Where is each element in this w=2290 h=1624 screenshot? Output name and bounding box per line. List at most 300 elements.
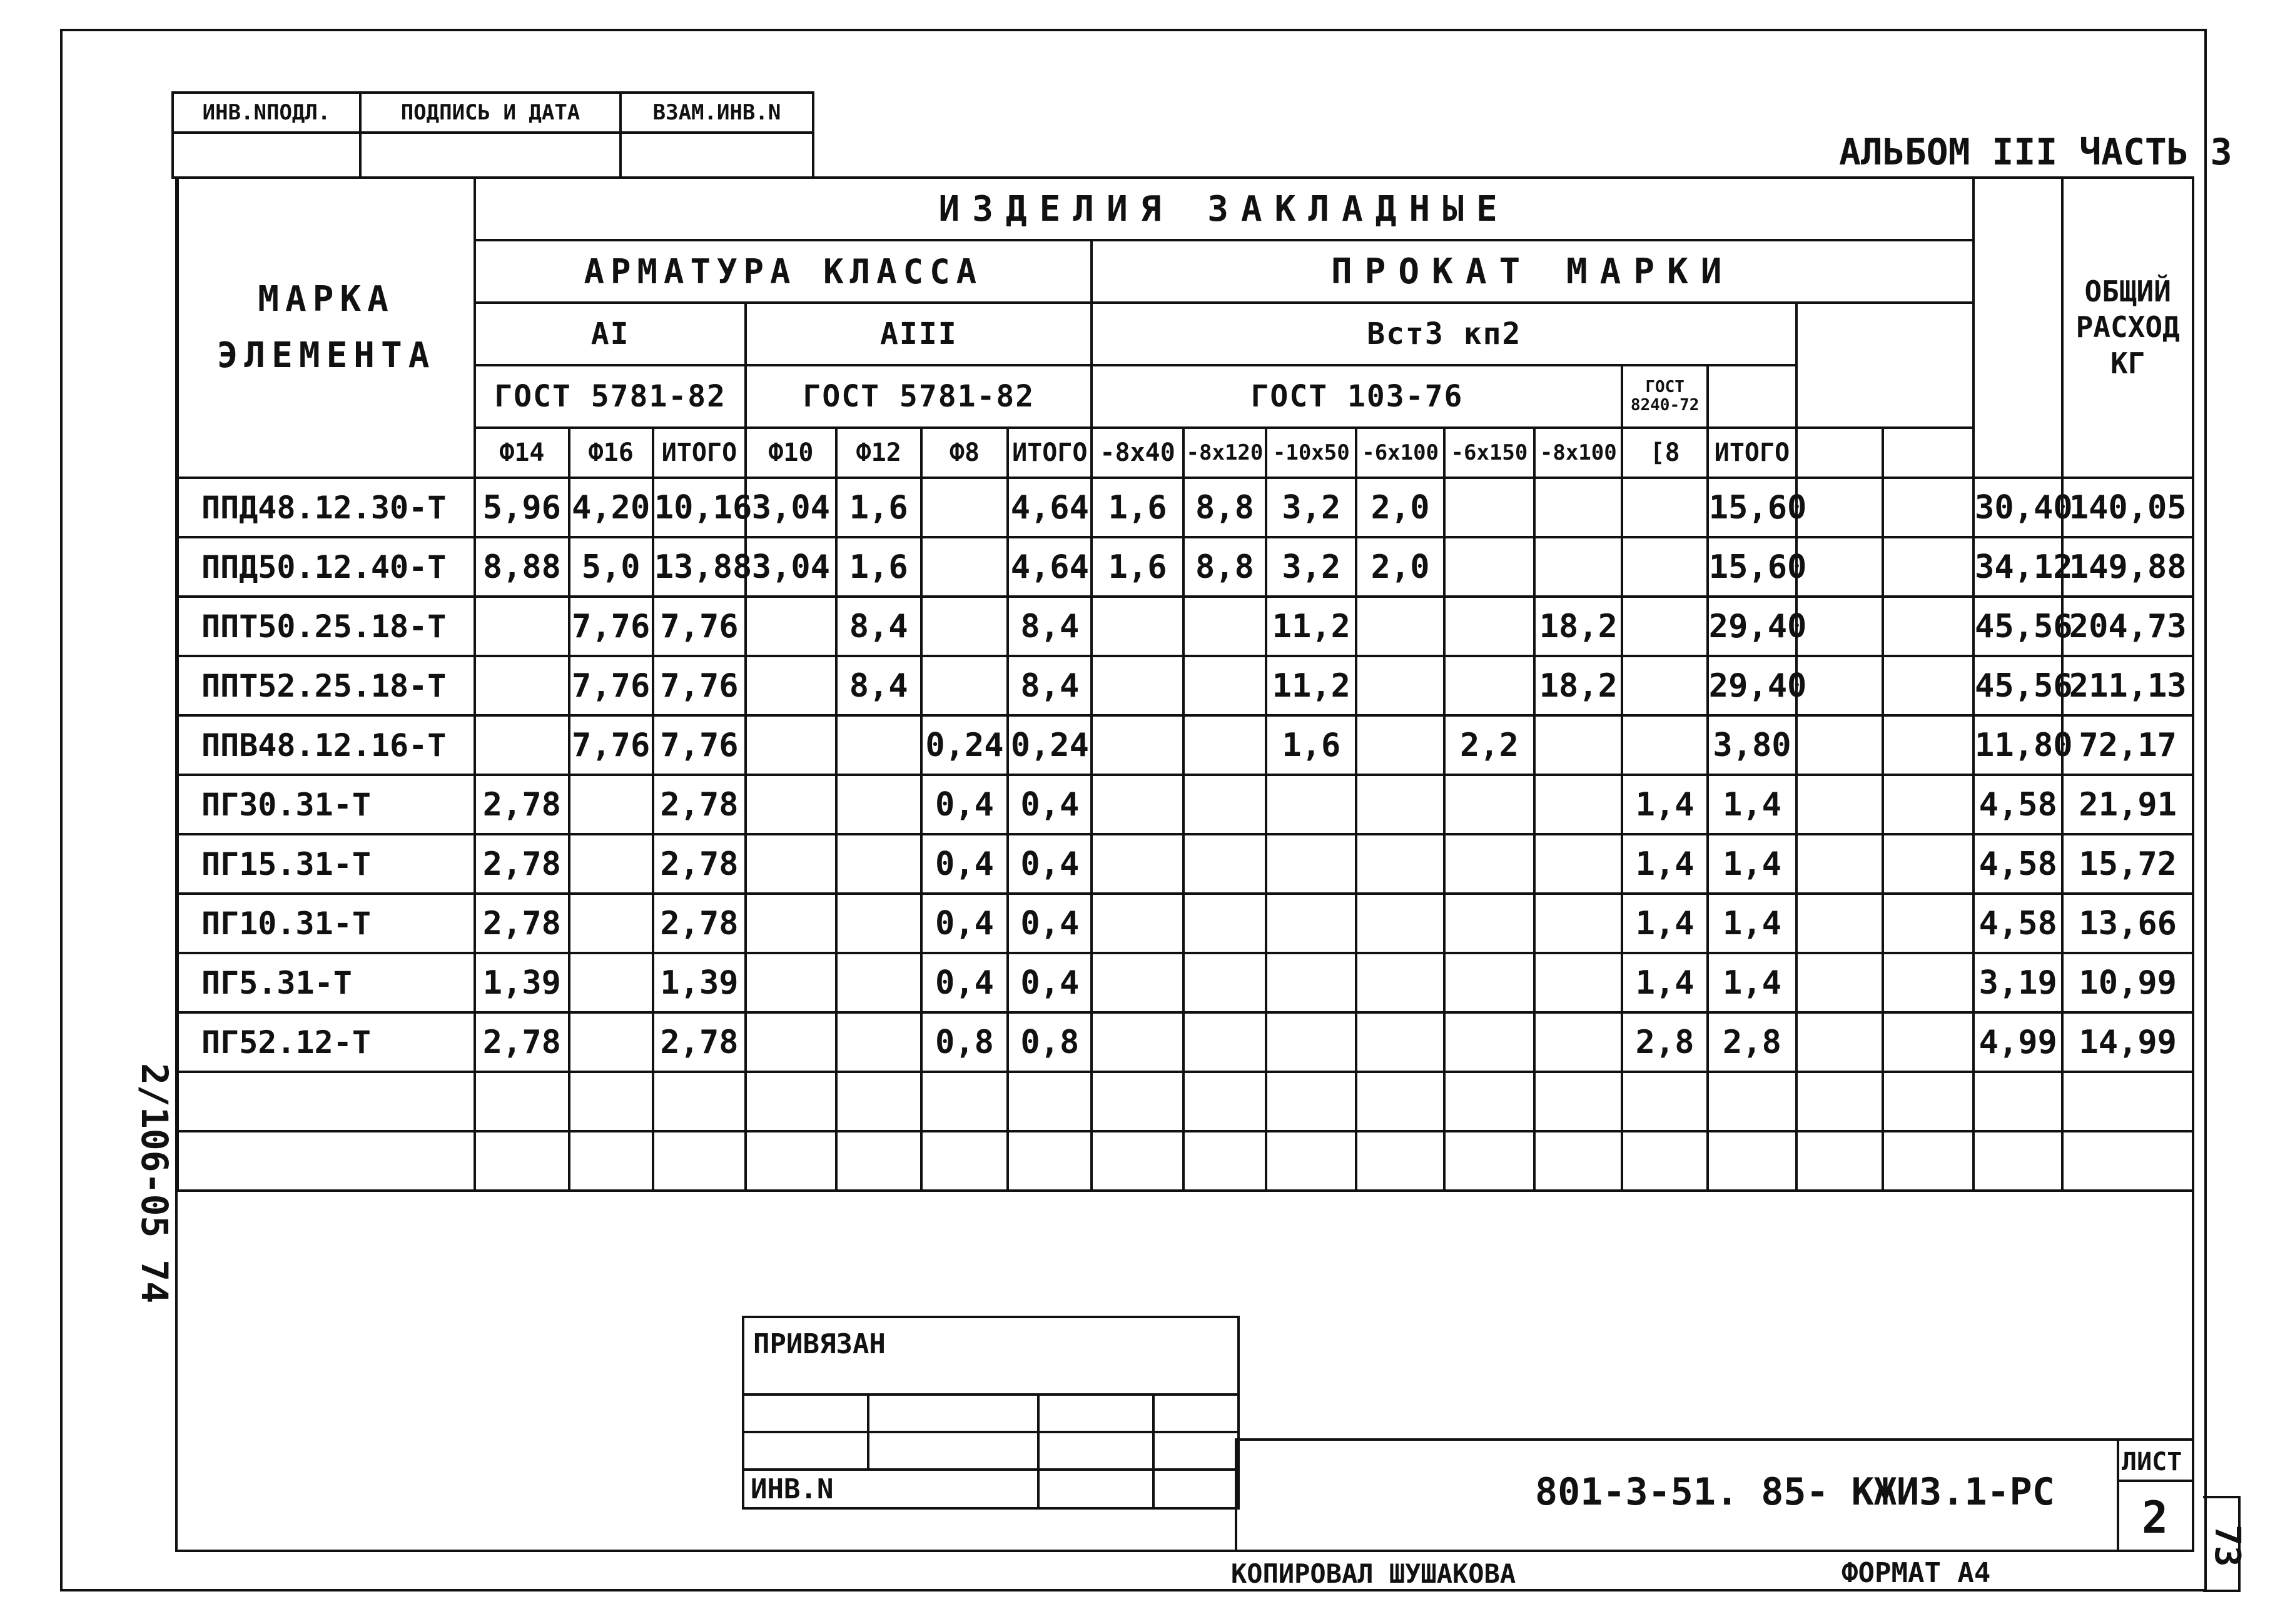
table-cell	[1796, 715, 1883, 775]
stamp-cell	[173, 133, 360, 178]
table-cell	[1796, 775, 1883, 834]
table-cell: 1,6	[836, 537, 921, 597]
table-cell	[1622, 1131, 1707, 1191]
page-number: 73	[2207, 1525, 2247, 1567]
total-empty-top	[1973, 178, 2062, 478]
table-cell	[1534, 775, 1622, 834]
table-cell: 0,24	[921, 715, 1008, 775]
table-cell	[746, 1012, 836, 1072]
table-cell	[1183, 715, 1266, 775]
rolled-header: ПРОКАТ МАРКИ	[1092, 240, 1973, 303]
privyazan-block	[742, 1316, 1240, 1510]
table-cell: 1,4	[1622, 894, 1707, 953]
table-cell	[569, 894, 653, 953]
bt-cell	[1038, 1470, 1153, 1508]
embedded-parts-table	[176, 176, 2194, 1192]
empty-header-cell	[1796, 303, 1973, 428]
table-cell: 13,88	[653, 537, 746, 597]
column-header: Ф8	[921, 428, 1008, 478]
table-cell	[1796, 1072, 1883, 1131]
table-cell	[1092, 834, 1183, 894]
table-cell: 0,8	[1008, 1012, 1092, 1072]
table-cell	[1883, 1012, 1973, 1072]
table-cell	[1266, 775, 1356, 834]
table-cell	[2062, 1131, 2193, 1191]
table-cell: 1,6	[1266, 715, 1356, 775]
table-cell	[1183, 953, 1266, 1012]
table-cell	[1883, 775, 1973, 834]
table-cell: 2,78	[475, 1012, 569, 1072]
table-cell: 0,24	[1008, 715, 1092, 775]
table-cell: 0,4	[1008, 834, 1092, 894]
table-cell	[1092, 656, 1183, 715]
element-mark: ПГ30.31-Т	[178, 775, 475, 834]
table-cell	[746, 597, 836, 656]
table-cell	[475, 597, 569, 656]
table-cell	[746, 953, 836, 1012]
table-cell	[1266, 834, 1356, 894]
bt-cell	[743, 1395, 868, 1432]
sheet-number: 2	[2142, 1492, 2169, 1543]
table-cell	[836, 1131, 921, 1191]
table-cell	[1444, 1012, 1534, 1072]
table-cell: 0,4	[921, 834, 1008, 894]
row-general-consumption: 211,13	[2062, 656, 2193, 715]
copied-by: КОПИРОВАЛ ШУШАКОВА	[1231, 1558, 1516, 1589]
table-cell	[746, 1072, 836, 1131]
table-cell	[1356, 775, 1444, 834]
element-mark: ППД48.12.30-Т	[178, 478, 475, 537]
table-cell: 5,0	[569, 537, 653, 597]
table-cell: 3,04	[746, 537, 836, 597]
table-cell: 8,4	[1008, 656, 1092, 715]
table-cell	[1183, 1072, 1266, 1131]
column-header: -6х100	[1356, 428, 1444, 478]
vzam-inv-label: ВЗАМ.ИНВ.N	[621, 93, 813, 133]
table-cell	[1973, 1072, 2062, 1131]
element-mark: ППВ48.12.16-Т	[178, 715, 475, 775]
column-header: -8х40	[1092, 428, 1183, 478]
table-cell	[746, 834, 836, 894]
table-cell: 2,78	[475, 834, 569, 894]
table-cell	[653, 1131, 746, 1191]
bt-cell	[743, 1432, 868, 1470]
column-header: Ф14	[475, 428, 569, 478]
table-cell	[1444, 775, 1534, 834]
table-cell	[1444, 537, 1534, 597]
table-cell: 1,4	[1708, 894, 1796, 953]
table-cell	[921, 537, 1008, 597]
bt-cell	[1038, 1395, 1153, 1432]
table-cell	[1356, 715, 1444, 775]
table-cell: 2,78	[475, 775, 569, 834]
row-general-consumption: 15,72	[2062, 834, 2193, 894]
products-header: ИЗДЕЛИЯ ЗАКЛАДНЫЕ	[475, 178, 1973, 240]
row-general-consumption: 204,73	[2062, 597, 2193, 656]
table-cell: 29,40	[1708, 597, 1796, 656]
table-cell	[1883, 953, 1973, 1012]
table-cell: 8,4	[836, 597, 921, 656]
table-row	[178, 656, 2193, 715]
table-cell: 1,6	[836, 478, 921, 537]
table-cell	[1534, 1131, 1622, 1191]
table-cell: 0,4	[1008, 894, 1092, 953]
element-mark: ПГ52.12-Т	[178, 1012, 475, 1072]
table-cell	[1534, 894, 1622, 953]
table-cell: 0,4	[921, 953, 1008, 1012]
table-cell	[475, 715, 569, 775]
table-row	[178, 1012, 2193, 1072]
table-cell	[921, 597, 1008, 656]
table-cell	[1444, 1131, 1534, 1191]
row-total: 45,56	[1973, 656, 2062, 715]
column-header	[1883, 428, 1973, 478]
table-cell	[1356, 953, 1444, 1012]
table-cell	[836, 894, 921, 953]
bt-cell	[868, 1432, 1038, 1470]
table-cell	[2062, 1072, 2193, 1131]
table-cell	[475, 1072, 569, 1131]
table-cell: 2,78	[653, 1012, 746, 1072]
table-cell: 2,2	[1444, 715, 1534, 775]
table-cell	[1008, 1072, 1092, 1131]
corner-stamp	[171, 91, 814, 179]
row-general-consumption: 14,99	[2062, 1012, 2193, 1072]
table-cell: 1,4	[1708, 953, 1796, 1012]
row-total: 34,12	[1973, 537, 2062, 597]
table-cell	[746, 1131, 836, 1191]
table-cell: 18,2	[1534, 597, 1622, 656]
table-cell: 7,76	[653, 597, 746, 656]
table-cell	[1444, 894, 1534, 953]
column-header: ИТОГО	[1008, 428, 1092, 478]
table-cell: 11,2	[1266, 656, 1356, 715]
table-cell: 2,78	[653, 894, 746, 953]
table-cell: 3,80	[1708, 715, 1796, 775]
table-cell	[1444, 597, 1534, 656]
table-cell	[1092, 953, 1183, 1012]
table-row	[178, 715, 2193, 775]
stamp-cell	[621, 133, 813, 178]
table-cell	[1356, 1012, 1444, 1072]
table-cell: 4,64	[1008, 478, 1092, 537]
table-cell	[178, 1131, 475, 1191]
table-cell: 1,39	[475, 953, 569, 1012]
doc-code: 801-3-51. 85- КЖИ3.1-РС	[1535, 1470, 2055, 1514]
column-header: Ф16	[569, 428, 653, 478]
bt-cell	[1153, 1470, 1239, 1508]
table-cell: 7,76	[569, 715, 653, 775]
bt-cell	[1038, 1432, 1153, 1470]
table-cell	[1092, 1072, 1183, 1131]
table-cell	[1796, 834, 1883, 894]
table-cell	[475, 1131, 569, 1191]
table-cell	[1444, 953, 1534, 1012]
column-header: [8	[1622, 428, 1707, 478]
table-cell	[836, 775, 921, 834]
table-cell: 2,78	[475, 894, 569, 953]
table-cell	[1622, 656, 1707, 715]
table-cell: 29,40	[1708, 656, 1796, 715]
signature-date-label: ПОДПИСЬ И ДАТА	[360, 93, 621, 133]
table-cell: 4,64	[1008, 537, 1092, 597]
row-general-consumption: 149,88	[2062, 537, 2193, 597]
table-cell: 3,2	[1266, 478, 1356, 537]
table-row	[178, 537, 2193, 597]
table-cell: 2,78	[653, 775, 746, 834]
table-cell	[1444, 478, 1534, 537]
table-cell: 0,4	[921, 775, 1008, 834]
format-label: ФОРМАТ А4	[1842, 1557, 1991, 1589]
row-general-consumption: 72,17	[2062, 715, 2193, 775]
table-cell	[1622, 1072, 1707, 1131]
stamp-cell	[360, 133, 621, 178]
column-header: ИТОГО	[653, 428, 746, 478]
row-general-consumption: 140,05	[2062, 478, 2193, 537]
element-mark: ППТ52.25.18-Т	[178, 656, 475, 715]
table-cell	[1183, 597, 1266, 656]
table-cell	[1092, 894, 1183, 953]
table-cell	[1356, 656, 1444, 715]
table-cell: 3,2	[1266, 537, 1356, 597]
table-cell	[1796, 478, 1883, 537]
column-header: -10х50	[1266, 428, 1356, 478]
table-cell	[1183, 1131, 1266, 1191]
table-cell	[1356, 1131, 1444, 1191]
table-cell	[1092, 775, 1183, 834]
table-cell	[1883, 656, 1973, 715]
table-row	[178, 894, 2193, 953]
row-total: 4,58	[1973, 775, 2062, 834]
row-total: 11,80	[1973, 715, 2062, 775]
table-cell	[569, 1012, 653, 1072]
privyazan-label: ПРИВЯЗАН	[743, 1317, 1239, 1395]
table-cell	[1973, 1131, 2062, 1191]
sheet-label: ЛИСТ	[2122, 1448, 2182, 1476]
table-cell	[1266, 953, 1356, 1012]
table-cell	[1622, 478, 1707, 537]
column-header: -8х100	[1534, 428, 1622, 478]
table-cell	[1883, 834, 1973, 894]
table-cell	[1883, 478, 1973, 537]
table-cell: 0,8	[921, 1012, 1008, 1072]
table-cell	[1796, 656, 1883, 715]
table-cell: 15,60	[1708, 537, 1796, 597]
table-cell	[569, 1072, 653, 1131]
bt-cell	[1153, 1395, 1239, 1432]
table-cell	[1622, 597, 1707, 656]
row-total: 45,56	[1973, 597, 2062, 656]
gost-rolled: ГОСТ 103-76	[1092, 365, 1622, 428]
row-general-consumption: 13,66	[2062, 894, 2193, 953]
table-cell	[1356, 597, 1444, 656]
column-header	[1796, 428, 1883, 478]
table-cell: 1,4	[1622, 953, 1707, 1012]
table-cell	[1622, 537, 1707, 597]
column-header: -8х120	[1183, 428, 1266, 478]
column-header: -6х150	[1444, 428, 1534, 478]
empty-row	[178, 1072, 2193, 1131]
table-cell	[1883, 1072, 1973, 1131]
table-cell	[1266, 1072, 1356, 1131]
table-cell	[1796, 597, 1883, 656]
column-header: Ф12	[836, 428, 921, 478]
table-cell: 1,4	[1708, 775, 1796, 834]
table-cell: 7,76	[653, 715, 746, 775]
table-cell	[1796, 1012, 1883, 1072]
table-cell	[178, 1072, 475, 1131]
empty-row	[178, 1131, 2193, 1191]
table-cell	[1444, 1072, 1534, 1131]
table-cell	[746, 715, 836, 775]
table-cell	[1092, 1131, 1183, 1191]
table-cell	[1183, 1012, 1266, 1072]
class-a3: АIII	[746, 303, 1092, 365]
table-cell: 8,4	[836, 656, 921, 715]
table-row	[178, 478, 2193, 537]
table-row	[178, 834, 2193, 894]
table-cell	[746, 894, 836, 953]
row-total: 4,58	[1973, 834, 2062, 894]
table-cell	[1266, 1012, 1356, 1072]
table-cell	[1092, 1012, 1183, 1072]
table-cell	[1444, 656, 1534, 715]
table-cell	[1534, 537, 1622, 597]
inv-podl-label: ИНВ.NПОДЛ.	[173, 93, 360, 133]
table-cell	[1008, 1131, 1092, 1191]
table-cell	[1708, 1072, 1796, 1131]
table-cell	[1883, 597, 1973, 656]
table-cell: 0,4	[1008, 775, 1092, 834]
gost-a1: ГОСТ 5781-82	[475, 365, 746, 428]
table-cell	[836, 1072, 921, 1131]
table-cell: 1,4	[1622, 775, 1707, 834]
table-cell	[921, 478, 1008, 537]
table-cell: 2,8	[1708, 1012, 1796, 1072]
table-cell	[1708, 1131, 1796, 1191]
row-total: 30,40	[1973, 478, 2062, 537]
table-row	[178, 775, 2193, 834]
table-cell	[1883, 894, 1973, 953]
table-cell: 2,78	[653, 834, 746, 894]
table-cell	[1266, 894, 1356, 953]
table-cell: 2,8	[1622, 1012, 1707, 1072]
table-cell	[569, 775, 653, 834]
row-general-consumption: 10,99	[2062, 953, 2193, 1012]
table-cell	[475, 656, 569, 715]
table-cell: 7,76	[653, 656, 746, 715]
table-cell	[1183, 656, 1266, 715]
table-cell: 1,4	[1622, 834, 1707, 894]
table-cell	[1356, 894, 1444, 953]
general-consumption-header: ОБЩИЙ РАСХОД КГ	[2062, 178, 2193, 478]
row-total: 4,99	[1973, 1012, 2062, 1072]
table-cell: 8,88	[475, 537, 569, 597]
element-mark: ПГ10.31-Т	[178, 894, 475, 953]
table-cell	[1534, 715, 1622, 775]
table-cell	[1534, 478, 1622, 537]
table-cell: 4,20	[569, 478, 653, 537]
table-cell: 5,96	[475, 478, 569, 537]
table-cell	[836, 715, 921, 775]
album-title: АЛЬБОМ III ЧАСТЬ 3	[1839, 131, 2232, 173]
table-cell	[569, 953, 653, 1012]
table-cell: 1,6	[1092, 537, 1183, 597]
column-header: ИТОГО	[1708, 428, 1796, 478]
row-total: 3,19	[1973, 953, 2062, 1012]
class-a1: АI	[475, 303, 746, 365]
table-cell: 18,2	[1534, 656, 1622, 715]
armature-header: АРМАТУРА КЛАССА	[475, 240, 1092, 303]
table-cell	[1883, 1131, 1973, 1191]
table-cell	[569, 1131, 653, 1191]
table-cell	[1356, 834, 1444, 894]
table-cell: 8,8	[1183, 537, 1266, 597]
table-cell	[1796, 953, 1883, 1012]
element-mark: ППД50.12.40-Т	[178, 537, 475, 597]
table-row	[178, 597, 2193, 656]
table-cell	[1796, 894, 1883, 953]
table-cell: 8,4	[1008, 597, 1092, 656]
table-cell	[836, 834, 921, 894]
gost-small: ГОСТ 8240-72	[1622, 365, 1707, 428]
table-row	[178, 953, 2193, 1012]
table-cell	[1622, 715, 1707, 775]
table-cell	[1534, 834, 1622, 894]
table-cell	[1796, 537, 1883, 597]
table-cell: 2,0	[1356, 537, 1444, 597]
table-cell: 1,39	[653, 953, 746, 1012]
table-cell	[653, 1072, 746, 1131]
table-cell: 0,4	[1008, 953, 1092, 1012]
table-cell	[1183, 894, 1266, 953]
table-cell	[1883, 715, 1973, 775]
table-cell: 0,4	[921, 894, 1008, 953]
sheet-label-divider	[2117, 1480, 2194, 1482]
inv-n-label: ИНВ.N	[743, 1470, 1038, 1508]
table-cell: 8,8	[1183, 478, 1266, 537]
table-cell	[1534, 953, 1622, 1012]
table-cell	[836, 1012, 921, 1072]
steel-grade: Вст3 кп2	[1092, 303, 1796, 365]
table-cell	[1534, 1012, 1622, 1072]
table-cell	[1796, 1131, 1883, 1191]
table-cell	[1092, 597, 1183, 656]
row-total: 4,58	[1973, 894, 2062, 953]
gost-a3: ГОСТ 5781-82	[746, 365, 1092, 428]
table-cell	[746, 656, 836, 715]
table-cell	[1183, 775, 1266, 834]
table-cell	[1092, 715, 1183, 775]
table-cell	[569, 834, 653, 894]
table-cell	[1266, 1131, 1356, 1191]
table-cell	[921, 1131, 1008, 1191]
element-mark: ПГ15.31-Т	[178, 834, 475, 894]
row-general-consumption: 21,91	[2062, 775, 2193, 834]
table-cell	[921, 1072, 1008, 1131]
table-cell: 7,76	[569, 656, 653, 715]
table-cell: 11,2	[1266, 597, 1356, 656]
element-mark-header: МАРКА ЭЛЕМЕНТА	[178, 178, 475, 478]
empty-header-cell	[1708, 365, 1796, 428]
table-cell	[1183, 834, 1266, 894]
table-cell: 1,6	[1092, 478, 1183, 537]
table-cell	[921, 656, 1008, 715]
side-code: 2/106-05 74	[133, 1063, 176, 1304]
table-cell: 7,76	[569, 597, 653, 656]
table-cell	[1534, 1072, 1622, 1131]
table-cell: 3,04	[746, 478, 836, 537]
